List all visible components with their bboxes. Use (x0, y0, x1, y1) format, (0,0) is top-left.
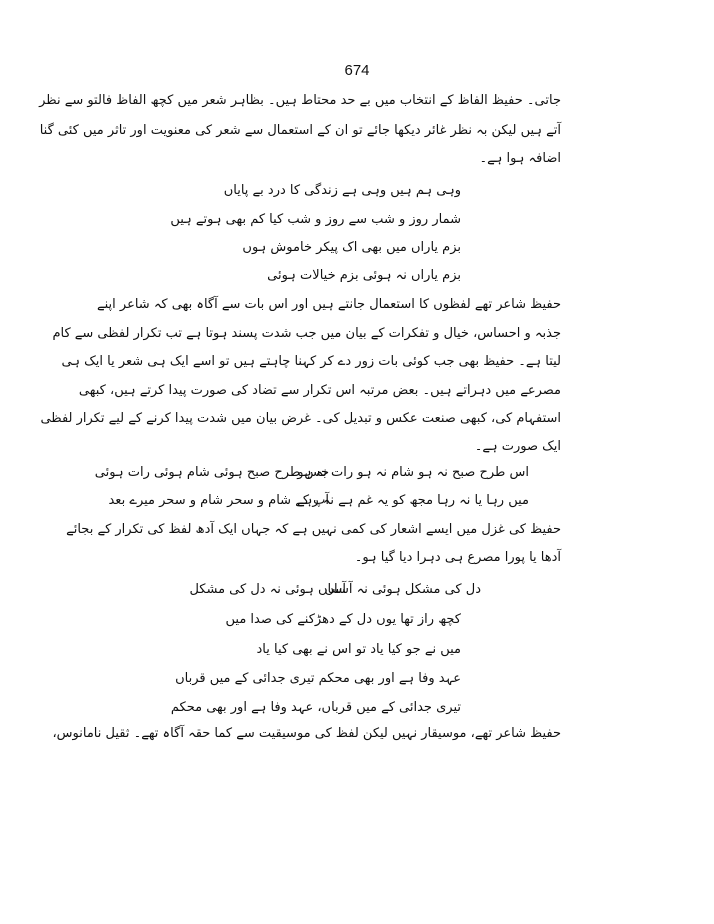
couplet (108, 491, 529, 511)
paragraph-line: آدھا یا پورا مصرع ہی دہرا دیا گیا ہو۔ (354, 550, 561, 565)
paragraph-line: جاتی۔ حفیظ الفاظ کے انتخاب میں بے حد محتاط ہیں۔ بظاہر شعر میں کچھ الفاظ فالتو سے نظر (39, 93, 561, 108)
verse-line: عہد وفا ہے اور بھی محکم تیری جدائی کے میں قرباں (175, 671, 461, 686)
verse-line: بزم یاراں نہ ہوئی بزم خیالات ہوئی (267, 268, 461, 283)
verse-line: وہی ہم ہیں وہی ہے زندگی کا درد بے پایاں (223, 183, 461, 198)
verse-line: شمار روز و شب سے روز و شب کیا کم بھی ہوتے ہیں (170, 212, 461, 227)
verse-line: تیری جدائی کے میں قرباں، عہد وفا ہے اور بھی محکم (170, 700, 461, 715)
couplet-left-hemistich: آپ کے شام و سحر شام و سحر میرے بعد (108, 493, 329, 508)
verse-line: کچھ راز تھا یوں دل کے دھڑکنے کی صدا میں (225, 612, 461, 627)
couplet-2 (189, 580, 481, 600)
paragraph-line: ایک صورت ہے۔ (474, 439, 561, 454)
couplet-right-hemistich: اس طرح صبح نہ ہو شام نہ ہو رات نہ ہو (297, 465, 529, 480)
verse-line: بزم یاراں میں بھی اک پیکر خاموش ہوں (242, 240, 461, 255)
paragraph-line: آتے ہیں لیکن بہ نظر غائر دیکھا جائے تو ان کے استعمال سے شعر کی معنویت اور تاثر میں کئی گنا (39, 123, 561, 138)
couplet (94, 463, 529, 483)
paragraph-line: مصرعے میں دہراتے ہیں۔ بعض مرتبہ اس تکرار سے تضاد کی صورت پیدا کرتے ہیں، کبھی (78, 383, 561, 398)
couplet-right-hemistich: دل کی مشکل ہوئی نہ آساں (324, 582, 481, 597)
paragraph-line: جذبہ و احساس، خیال و تفکرات کے بیان میں جب شدت پسند ہوتا ہے تب تکرار لفظی سے کام (52, 326, 561, 341)
paragraph-line: حفیظ شاعر تھے، موسیقار نہیں لیکن لفظ کی موسیقیت سے کما حقہ آگاہ تھے۔ ثقیل نامانوس، (52, 726, 561, 741)
paragraph-line: حفیظ شاعر تھے لفظوں کا استعمال جانتے ہیں اور اس بات سے آگاہ بھی کہ شاعر اپنے (97, 297, 561, 312)
couplet-right-hemistich: میں رہا یا نہ رہا مجھ کو یہ غم ہے نہ رہے (297, 493, 529, 508)
paragraph-line: لیتا ہے۔ حفیظ بھی جب کوئی بات زور دے کر کہنا چاہتے ہیں تو اسے ایک ہی شعر یا ایک ہی (61, 354, 561, 369)
couplet-left-hemistich: آساں ہوئی نہ دل کی مشکل (189, 582, 346, 597)
page-number: 674 (344, 62, 370, 79)
paragraph-line: حفیظ کی غزل میں ایسے اشعار کی کمی نہیں ہے کہ جہاں ایک آدھ لفظ کی تکرار کے بجائے (66, 522, 561, 537)
paragraph-line: اضافہ ہوا ہے۔ (479, 151, 561, 166)
couplet-left-hemistich: جس طرح صبح ہوئی شام ہوئی رات ہوئی (94, 465, 329, 480)
verse-line: میں نے جو کیا یاد تو اس نے بھی کیا یاد (256, 642, 461, 657)
paragraph-line: استفہام کی، کبھی صنعت عکس و تبدیل کی۔ غرض بیان میں شدت پیدا کرنے کے لیے تکرار لفظی (40, 411, 561, 426)
